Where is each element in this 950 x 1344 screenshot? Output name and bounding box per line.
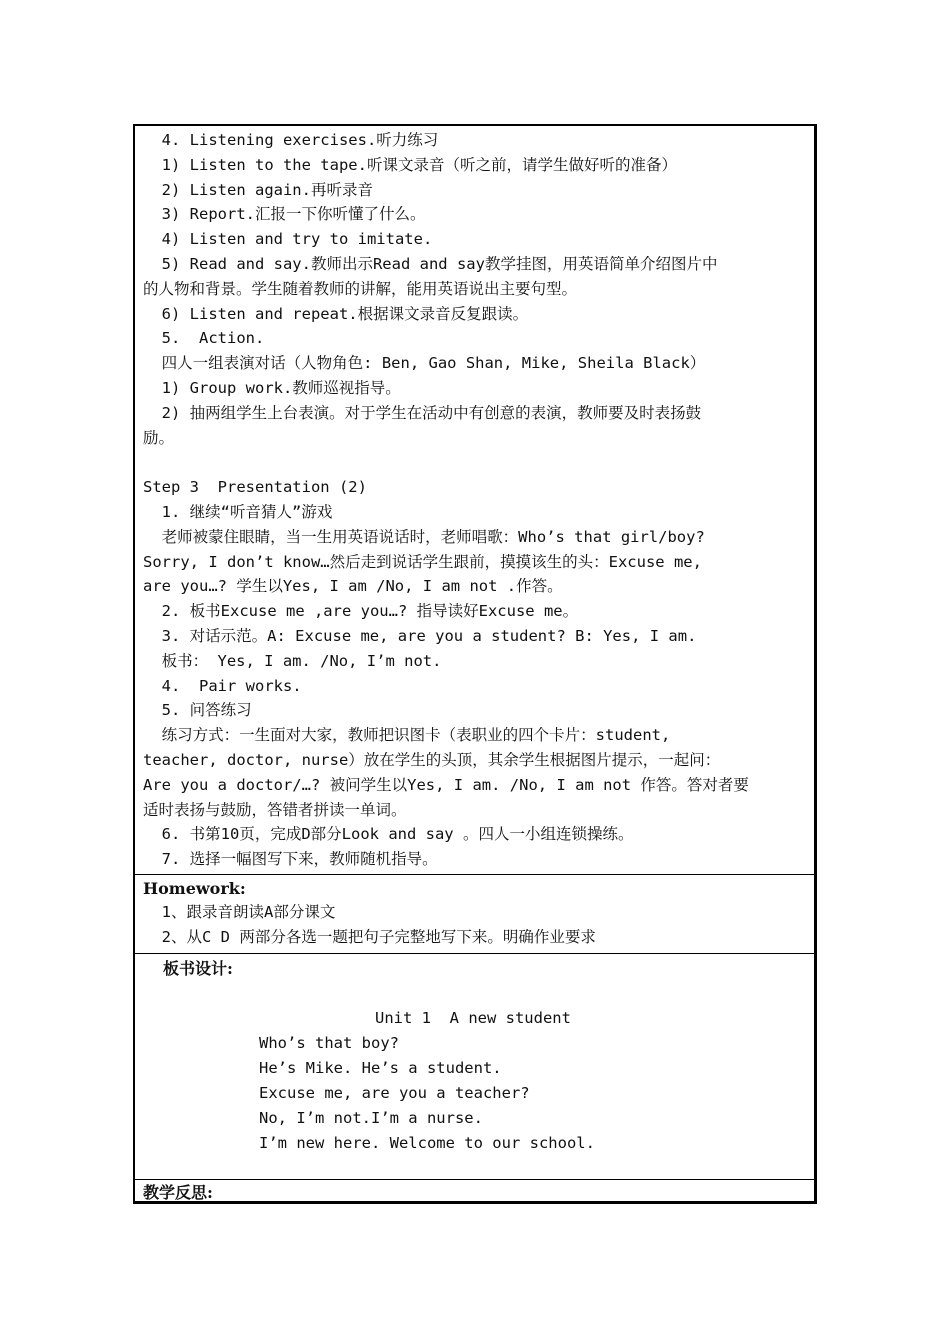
lesson-line: 1) Group work.教师巡视指导。 [143, 379, 401, 397]
lesson-line: 5) Read and say.教师出示Read and say教学挂图，用英语简单介绍图片中 [143, 255, 718, 273]
lesson-line: 4) Listen and try to imitate. [143, 230, 433, 249]
lesson-line: 5. Action. [143, 329, 265, 348]
lesson-line: Sorry, I don’t know…然后走到说话学生跟前，摸摸该生的头：Excuse me, [143, 552, 702, 571]
lesson-line: 练习方式：一生面对大家，教师把识图卡（表职业的四个卡片：student, [143, 726, 671, 745]
lesson-line: 老师被蒙住眼睛，当一生用英语说话时，老师唱歌：Who’s that girl/boy? [143, 527, 705, 546]
board-heading: Unit 1 A new student [375, 1009, 571, 1027]
homework-item: 2、从C D 两部分各选一题把句子完整地写下来。明确作业要求 [143, 928, 596, 946]
lesson-line: 4. Listening exercises.听力练习 [143, 131, 439, 149]
board-line: No, I’m not.I’m a nurse. [259, 1109, 483, 1127]
board-line: He’s Mike. He’s a student. [259, 1059, 502, 1077]
lesson-plan-table [133, 124, 817, 1204]
lesson-line: 板书： Yes, I am. /No, I’m not. [143, 651, 442, 670]
lesson-line: 3) Report.汇报一下你听懂了什么。 [143, 205, 426, 224]
reflection-section [135, 1179, 814, 1204]
reflection-title: 教学反思: [143, 1183, 213, 1202]
lesson-line: 5. 问答练习 [143, 701, 252, 720]
lesson-line: 2) Listen again.再听录音 [143, 180, 373, 199]
lesson-line: 6) Listen and repeat.根据课文录音反复跟读。 [143, 304, 529, 323]
homework-item: 1、跟录音朗读A部分课文 [143, 903, 336, 921]
lesson-line: 的人物和背景。学生随着教师的讲解，能用英语说出主要句型。 [143, 279, 578, 298]
lesson-line: 1. 继续“听音猜人”游戏 [143, 503, 333, 521]
lesson-line: 四人一组表演对话（人物角色: Ben, Gao Shan, Mike, Sheila Black） [143, 354, 706, 373]
lesson-line: 7. 选择一幅图写下来，教师随机指导。 [143, 850, 438, 869]
board-line: Excuse me, are you a teacher? [259, 1084, 530, 1102]
lesson-line: 励。 [143, 428, 175, 447]
lesson-line: 3. 对话示范。A: Excuse me, are you a student? B: Yes, I am. [143, 627, 697, 645]
lesson-line: 2) 抽两组学生上台表演。对于学生在活动中有创意的表演，教师要及时表扬鼓 [143, 403, 702, 422]
step-heading: Step 3 Presentation (2) [143, 478, 367, 497]
lesson-line: 4. Pair works. [143, 676, 302, 695]
homework-section [135, 874, 814, 953]
board-line: Who’s that boy? [259, 1034, 399, 1052]
lesson-line: 6. 书第10页，完成D部分Look and say 。四人一小组连锁操练。 [143, 825, 634, 844]
board-design-section [135, 953, 814, 1180]
lesson-line: Are you a doctor/…? 被问学生以Yes, I am. /No, I am not 作答。答对者要 [143, 775, 749, 794]
board-line: I’m new here. Welcome to our school. [259, 1134, 595, 1152]
lesson-line: 适时表扬与鼓励，答错者拼读一单词。 [143, 800, 407, 819]
lesson-line: 2. 板书Excuse me ,are you…? 指导读好Excuse me。 [143, 602, 579, 621]
lesson-line: teacher, doctor, nurse）放在学生的头顶，其余学生根据图片提示，一起问： [143, 751, 721, 769]
lesson-line: are you…? 学生以Yes, I am /No, I am not .作答。 [143, 577, 563, 596]
lesson-line: 1) Listen to the tape.听课文录音（听之前，请学生做好听的准备） [143, 155, 677, 174]
homework-title: Homework: [143, 879, 246, 898]
board-design-title: 板书设计: [163, 959, 233, 978]
